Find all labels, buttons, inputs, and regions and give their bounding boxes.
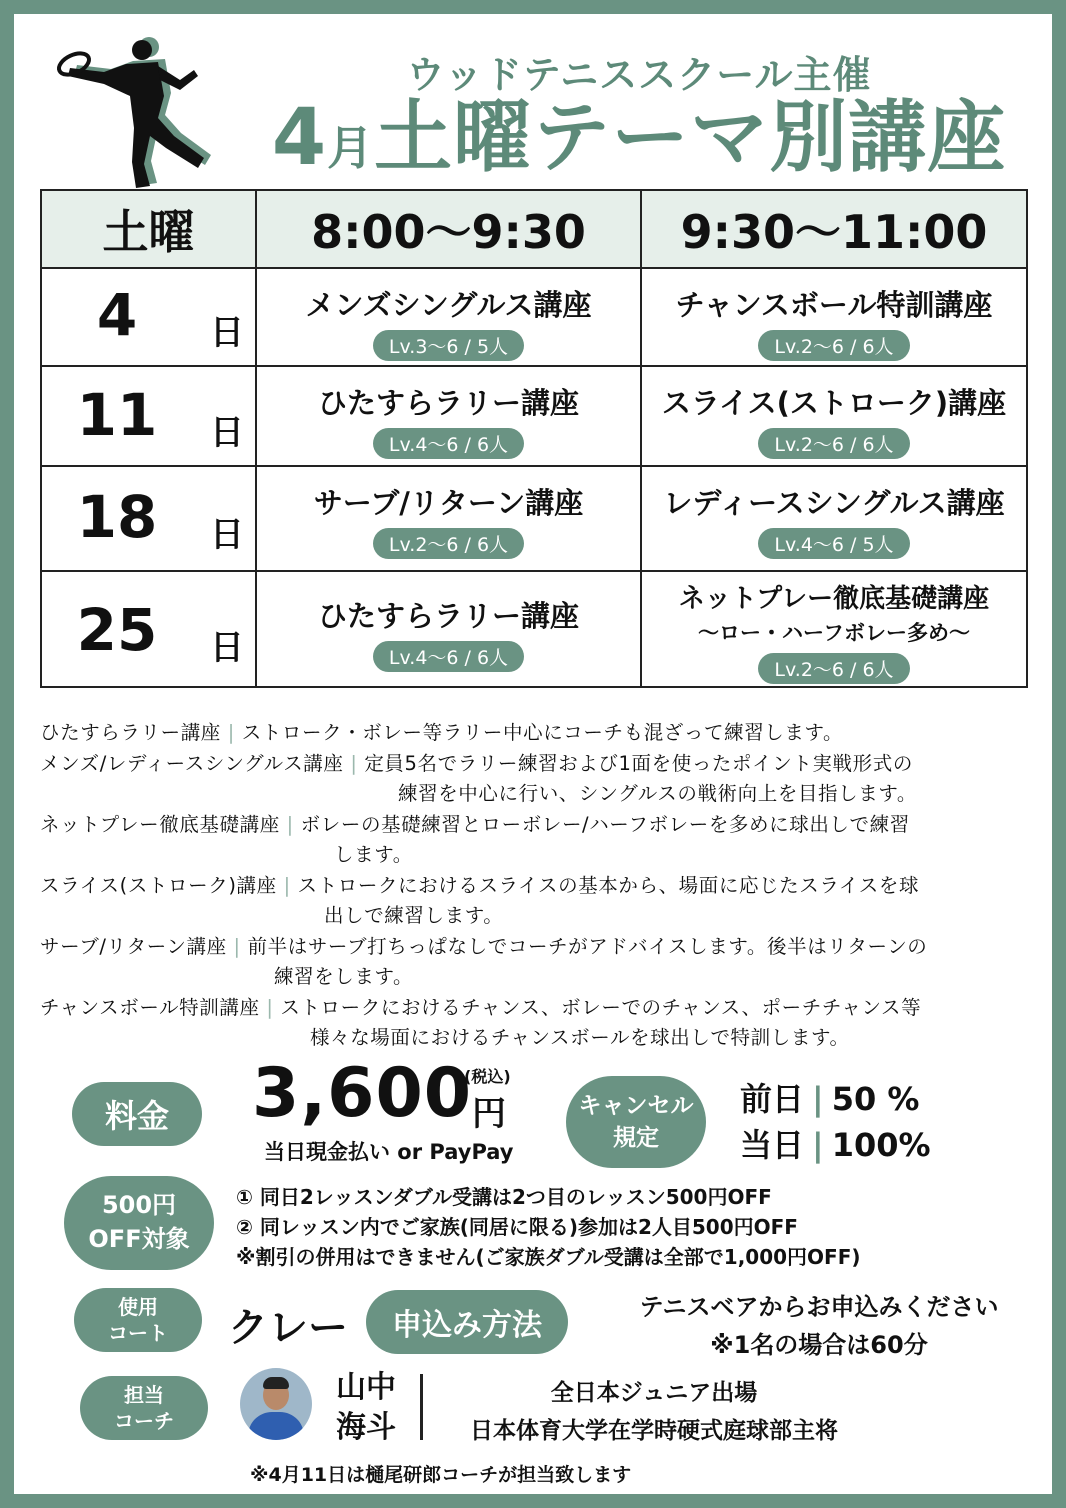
description-separator: | [283, 873, 291, 897]
coach-note: ※4月11日は樋尾研郎コーチが担当致します [250, 1464, 632, 1486]
level-badge: Lv.3〜6 / 5人 [373, 330, 524, 361]
description-item [40, 993, 1040, 1054]
discount-item: ① 同日2レッスンダブル受講は2つ目のレッスン500円OFF [236, 1185, 772, 1209]
cancel-rate: 100% [831, 1126, 931, 1164]
header-slot-2: 9:30〜11:00 [641, 190, 1027, 268]
course-cell [256, 366, 641, 466]
course-cell [641, 466, 1027, 571]
schedule-row [41, 366, 1027, 466]
coach-badge [80, 1376, 208, 1440]
course-descriptions [40, 718, 1040, 1054]
day-cell [41, 268, 256, 366]
schedule-row [41, 268, 1027, 366]
day-label: 日 [210, 515, 244, 555]
coach-bio-line: 日本体育大学在学時硬式庭球部主将 [470, 1418, 838, 1444]
day-cell [41, 366, 256, 466]
court-value: クレー [228, 1305, 348, 1351]
level-badge: Lv.4〜6 / 5人 [758, 528, 909, 559]
discount-label-1: 500円 [101, 1191, 177, 1220]
course-cell [256, 268, 641, 366]
day-cell [41, 571, 256, 687]
level-badge: Lv.2〜6 / 6人 [758, 428, 909, 459]
cancel-divider: | [812, 1080, 824, 1118]
court-label-1: 使用 [118, 1295, 158, 1319]
description-text: ボレーの基礎練習とローボレー/ハーフボレーを多めに球出しで練習 [300, 812, 910, 836]
description-separator: | [350, 751, 358, 775]
level-badge: Lv.4〜6 / 6人 [373, 641, 524, 672]
cancel-row [740, 1120, 931, 1166]
day-number: 11 [76, 381, 158, 449]
coach-hair [263, 1377, 289, 1389]
course-name: メンズシングルス講座 [305, 288, 592, 322]
header-saturday: 土曜 [41, 190, 256, 268]
page-title [254, 93, 1024, 183]
coach-shirt [248, 1412, 304, 1440]
organizer: ウッドテニススクール主催 [406, 53, 872, 97]
apply-line: ※1名の場合は60分 [710, 1331, 928, 1359]
day-number: 4 [96, 281, 138, 349]
cancel-label-1: キャンセル [578, 1092, 694, 1119]
course-name: スライス(ストローク)講座 [661, 386, 1007, 420]
discount-label-2: OFF対象 [88, 1225, 190, 1253]
day-number: 18 [76, 483, 158, 551]
description-separator: | [266, 995, 274, 1019]
course-cell [641, 571, 1027, 687]
level-badge: Lv.2〜6 / 6人 [758, 330, 909, 361]
description-text: ストロークにおけるスライスの基本から、場面に応じたスライスを球 [297, 873, 920, 897]
coach-photo [240, 1368, 312, 1440]
level-badge: Lv.2〜6 / 6人 [373, 528, 524, 559]
course-name: レディースシングルス講座 [663, 486, 1005, 520]
discount-item: ※割引の併用はできません(ご家族ダブル受講は全部で1,000円OFF) [236, 1245, 861, 1269]
day-label: 日 [210, 313, 244, 353]
description-title: メンズ/レディースシングルス講座 [40, 751, 344, 775]
discount-badge [64, 1176, 214, 1270]
description-continuation: 出しで練習します。 [324, 904, 504, 927]
course-name: ひたすらラリー講座 [317, 386, 579, 420]
course-cell [256, 466, 641, 571]
cancel-row [740, 1074, 919, 1120]
fee-payment: 当日現金払い or PayPay [264, 1140, 514, 1164]
title-month-unit: 月 [327, 121, 375, 175]
court-label-2: コート [108, 1321, 168, 1345]
title-month-num: 4 [271, 93, 328, 183]
schedule-header-row [41, 190, 1027, 268]
cancel-when: 当日 [740, 1126, 805, 1164]
schedule-row [41, 466, 1027, 571]
day-label: 日 [210, 628, 244, 668]
day-label: 日 [210, 413, 244, 453]
description-continuation: 様々な場面におけるチャンスボールを球出しで特訓します。 [310, 1026, 850, 1049]
court-badge [74, 1288, 202, 1352]
coach-name [336, 1368, 396, 1448]
description-text: 定員5名でラリー練習および1面を使ったポイント実戦形式の [364, 751, 913, 775]
apply-badge: 申込み方法 [366, 1290, 568, 1354]
day-cell [41, 466, 256, 571]
level-badge: Lv.4〜6 / 6人 [373, 428, 524, 459]
description-title: チャンスボール特訓講座 [40, 995, 260, 1019]
description-separator: | [227, 721, 235, 744]
cancel-divider: | [812, 1126, 824, 1164]
coach-bio [434, 1374, 874, 1450]
description-separator: | [286, 812, 294, 836]
schedule-row [41, 571, 1027, 687]
cancel-policy-badge [566, 1076, 706, 1168]
discount-item: ② 同レッスン内でご家族(同居に限る)参加は2人目500円OFF [236, 1215, 798, 1239]
title-text: 土曜テーマ別講座 [374, 93, 1007, 183]
description-item [40, 932, 1040, 993]
description-title: サーブ/リターン講座 [40, 934, 227, 958]
course-cell [641, 366, 1027, 466]
flyer-sheet [14, 14, 1052, 1494]
description-continuation: します。 [334, 843, 413, 866]
description-item [40, 810, 1040, 871]
description-title: スライス(ストローク)講座 [40, 873, 277, 897]
description-title: ひたすらラリー講座 [40, 721, 221, 744]
cancel-label-2: 規定 [613, 1125, 659, 1151]
tennis-player-silhouette [54, 36, 224, 191]
level-badge: Lv.2〜6 / 6人 [758, 653, 909, 684]
description-separator: | [233, 934, 241, 958]
coach-divider [420, 1374, 423, 1440]
fee-unit: 円 [472, 1094, 506, 1134]
day-number: 25 [76, 596, 158, 664]
coach-surname: 山中 [336, 1370, 396, 1405]
course-name: サーブ/リターン講座 [313, 486, 584, 520]
apply-line: テニスベアからお申込みください [639, 1293, 999, 1321]
description-text: 前半はサーブ打ちっぱなしでコーチがアドバイスします。後半はリターンの [247, 934, 928, 958]
discount-list [236, 1182, 861, 1272]
course-cell [641, 268, 1027, 366]
description-text: ストローク・ボレー等ラリー中心にコーチも混ざって練習します。 [241, 721, 844, 744]
course-name: ネットプレー徹底基礎講座 [678, 584, 990, 614]
coach-label-1: 担当 [124, 1383, 164, 1407]
course-name: チャンスボール特訓講座 [675, 288, 993, 322]
course-subtitle: 〜ロー・ハーフボレー多め〜 [698, 621, 970, 645]
fee-amount: 3,600 [252, 1054, 473, 1133]
header-slot-1: 8:00〜9:30 [256, 190, 641, 268]
course-name: ひたすらラリー講座 [317, 599, 579, 633]
description-item [40, 871, 1040, 932]
description-continuation: 練習を中心に行い、シングルスの戦術向上を目指します。 [398, 782, 917, 805]
schedule-table [40, 189, 1028, 688]
coach-label-2: コーチ [114, 1409, 174, 1433]
coach-given-name: 海斗 [336, 1410, 396, 1445]
description-continuation: 練習をします。 [274, 965, 414, 988]
cancel-when: 前日 [740, 1080, 805, 1118]
cancel-rate: 50 % [831, 1080, 920, 1118]
description-item [40, 718, 1040, 749]
description-title: ネットプレー徹底基礎講座 [40, 812, 280, 836]
description-text: ストロークにおけるチャンス、ボレーでのチャンス、ポーチチャンス等 [280, 995, 922, 1019]
fee-tax-note: (税込) [464, 1067, 511, 1086]
fee-badge: 料金 [72, 1082, 202, 1146]
coach-bio-line: 全日本ジュニア出場 [550, 1380, 758, 1406]
course-cell [256, 571, 641, 687]
description-item [40, 749, 1040, 810]
apply-info [594, 1288, 1044, 1364]
